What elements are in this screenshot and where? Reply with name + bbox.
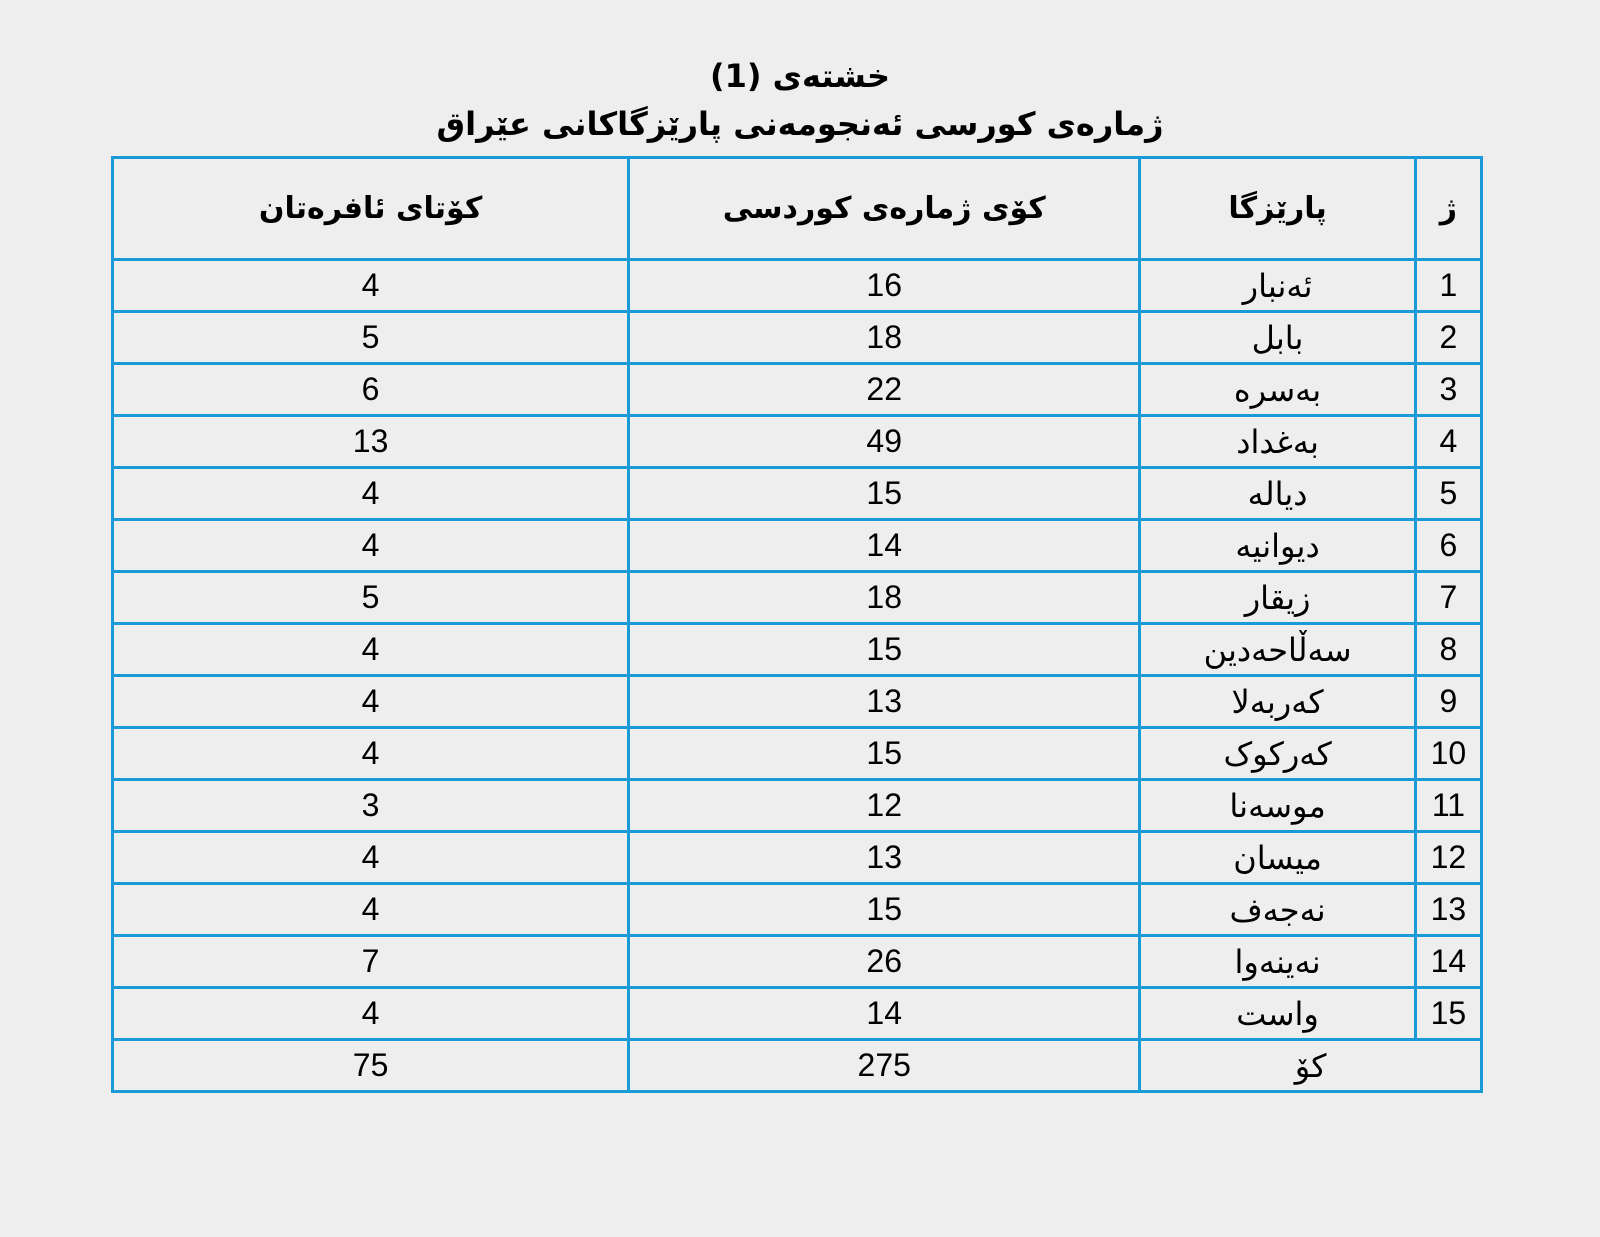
- row-index: 15: [1415, 988, 1481, 1040]
- table-title: ژمارەی کورسی ئەنجومەنی پارێزگاکانی عێراق: [436, 105, 1164, 143]
- table-caption: خشتەی (1): [709, 57, 891, 95]
- table-row: [113, 988, 1482, 1040]
- header-total-seats: کۆی ژمارەی کوردسی: [629, 158, 1140, 260]
- table-row: [113, 520, 1482, 572]
- row-total: 18: [629, 572, 1140, 624]
- table-row: [113, 936, 1482, 988]
- row-total: 15: [629, 468, 1140, 520]
- table-body: [113, 260, 1482, 1040]
- row-women: 4: [113, 468, 629, 520]
- table-row: [113, 364, 1482, 416]
- table-row: [113, 676, 1482, 728]
- row-total: 13: [629, 832, 1140, 884]
- row-province: دیالە: [1140, 468, 1416, 520]
- row-index: 1: [1415, 260, 1481, 312]
- row-total: 14: [629, 988, 1140, 1040]
- row-total: 15: [629, 884, 1140, 936]
- row-province: بەسرە: [1140, 364, 1416, 416]
- table-row: [113, 728, 1482, 780]
- row-index: 7: [1415, 572, 1481, 624]
- row-province: سەڵاحەدین: [1140, 624, 1416, 676]
- row-index: 12: [1415, 832, 1481, 884]
- row-women: 5: [113, 312, 629, 364]
- row-women: 4: [113, 728, 629, 780]
- row-women: 4: [113, 832, 629, 884]
- row-province: بابل: [1140, 312, 1416, 364]
- row-women: 4: [113, 988, 629, 1040]
- row-index: 6: [1415, 520, 1481, 572]
- footer-label: کۆ: [1140, 1040, 1482, 1092]
- row-total: 12: [629, 780, 1140, 832]
- row-total: 15: [629, 728, 1140, 780]
- row-province: نەینەوا: [1140, 936, 1416, 988]
- table-row: [113, 260, 1482, 312]
- row-province: واست: [1140, 988, 1416, 1040]
- row-index: 13: [1415, 884, 1481, 936]
- table-title-block: [0, 52, 1600, 148]
- table-row: [113, 312, 1482, 364]
- table-row: [113, 468, 1482, 520]
- header-women-quota: کۆتای ئافرەتان: [113, 158, 629, 260]
- row-index: 4: [1415, 416, 1481, 468]
- footer-women: 75: [113, 1040, 629, 1092]
- row-index: 10: [1415, 728, 1481, 780]
- row-total: 16: [629, 260, 1140, 312]
- row-index: 3: [1415, 364, 1481, 416]
- row-total: 18: [629, 312, 1140, 364]
- row-women: 3: [113, 780, 629, 832]
- row-province: میسان: [1140, 832, 1416, 884]
- table-footer-row: [113, 1040, 1482, 1092]
- row-total: 15: [629, 624, 1140, 676]
- row-women: 4: [113, 624, 629, 676]
- row-province: کەرکوک: [1140, 728, 1416, 780]
- row-women: 4: [113, 884, 629, 936]
- row-women: 13: [113, 416, 629, 468]
- table-row: [113, 780, 1482, 832]
- row-women: 5: [113, 572, 629, 624]
- header-province: پارێزگا: [1140, 158, 1416, 260]
- row-index: 9: [1415, 676, 1481, 728]
- row-total: 49: [629, 416, 1140, 468]
- row-women: 4: [113, 520, 629, 572]
- row-province: کەربەلا: [1140, 676, 1416, 728]
- row-province: زیقار: [1140, 572, 1416, 624]
- row-province: موسەنا: [1140, 780, 1416, 832]
- row-total: 26: [629, 936, 1140, 988]
- header-index: ژ: [1415, 158, 1481, 260]
- table-row: [113, 832, 1482, 884]
- row-total: 13: [629, 676, 1140, 728]
- row-women: 6: [113, 364, 629, 416]
- seats-table: [111, 156, 1483, 1093]
- row-index: 2: [1415, 312, 1481, 364]
- footer-total: 275: [629, 1040, 1140, 1092]
- row-index: 5: [1415, 468, 1481, 520]
- row-total: 22: [629, 364, 1140, 416]
- table-row: [113, 572, 1482, 624]
- table-row: [113, 884, 1482, 936]
- row-women: 4: [113, 676, 629, 728]
- row-province: دیوانیە: [1140, 520, 1416, 572]
- table-row: [113, 624, 1482, 676]
- row-index: 8: [1415, 624, 1481, 676]
- row-province: ئەنبار: [1140, 260, 1416, 312]
- row-total: 14: [629, 520, 1140, 572]
- row-province: بەغداد: [1140, 416, 1416, 468]
- row-women: 7: [113, 936, 629, 988]
- row-index: 14: [1415, 936, 1481, 988]
- row-index: 11: [1415, 780, 1481, 832]
- table-row: [113, 416, 1482, 468]
- row-province: نەجەف: [1140, 884, 1416, 936]
- row-women: 4: [113, 260, 629, 312]
- table-header-row: [113, 158, 1482, 260]
